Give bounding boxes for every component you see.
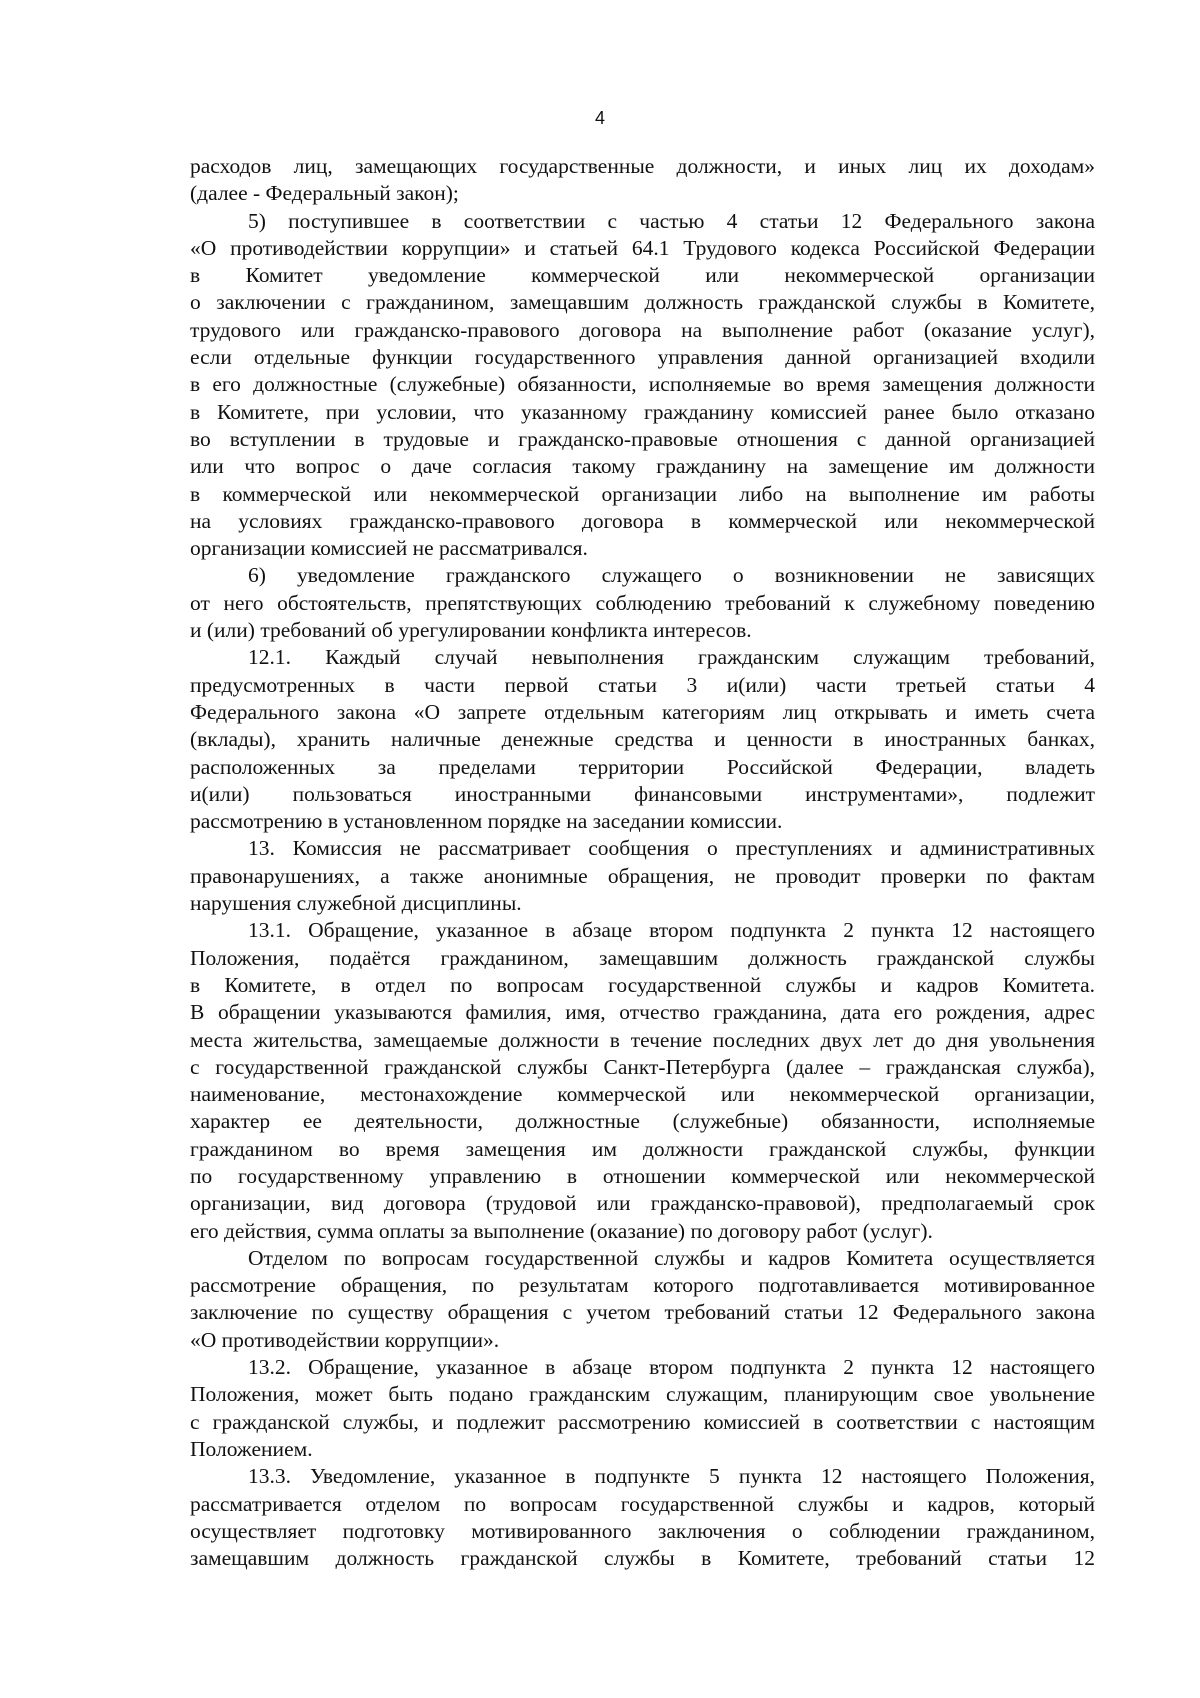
text-line: трудового или гражданско-правового договора на выполнение работ (оказание услуг), <box>190 317 1095 342</box>
text-line: (вклады), хранить наличные денежные средства и ценности в иностранных банках, <box>190 727 1095 752</box>
text-line: в Комитете, в отдел по вопросам государственной службы и кадров Комитета. <box>190 972 1095 997</box>
text-line: в Комитете, при условии, что указанному гражданину комиссией ранее было отказано <box>190 399 1095 424</box>
text-line: осуществляет подготовку мотивированного заключения о соблюдении гражданином, <box>190 1518 1095 1543</box>
text-line: 13.2. Обращение, указанное в абзаце втором подпункта 2 пункта 12 настоящего <box>248 1355 1095 1380</box>
text-line: места жительства, замещаемые должности в течение последних двух лет до дня увольнения <box>190 1027 1095 1052</box>
text-line: Отделом по вопросам государственной службы и кадров Комитета осуществляется <box>248 1245 1095 1270</box>
text-line: 5) поступившее в соответствии с частью 4 статьи 12 Федерального закона <box>248 208 1095 233</box>
text-line: Положения, подаётся гражданином, замещавшим должность гражданской службы <box>190 945 1095 970</box>
text-line: 12.1. Каждый случай невыполнения гражданским служащим требований, <box>248 645 1095 670</box>
text-line: 13.1. Обращение, указанное в абзаце втором подпункта 2 пункта 12 настоящего <box>248 918 1095 943</box>
text-line: заключение по существу обращения с учетом требований статьи 12 Федерального закона <box>190 1300 1095 1325</box>
text-line: (далее - Федеральный закон); <box>190 181 459 206</box>
text-line: предусмотренных в части первой статьи 3 и(или) части третьей статьи 4 <box>190 672 1095 697</box>
text-line: В обращении указываются фамилия, имя, отчество гражданина, дата его рождения, адрес <box>190 1000 1095 1025</box>
text-line: в его должностные (служебные) обязанности, исполняемые во время замещения должности <box>190 372 1095 397</box>
text-line: Федерального закона «О запрете отдельным категориям лиц открывать и иметь счета <box>190 699 1095 724</box>
text-line: в Комитет уведомление коммерческой или некоммерческой организации <box>190 263 1095 288</box>
text-line: в коммерческой или некоммерческой организации либо на выполнение им работы <box>190 481 1095 506</box>
text-line: Положением. <box>190 1436 313 1461</box>
text-line: организации комиссией не рассматривался. <box>190 536 588 561</box>
text-line: гражданином во время замещения им должности гражданской службы, функции <box>190 1136 1095 1161</box>
text-line: нарушения служебной дисциплины. <box>190 891 522 916</box>
page-number: 4 <box>594 108 605 128</box>
text-line: «О противодействии коррупции». <box>190 1327 500 1352</box>
text-line: расходов лиц, замещающих государственные должности, и иных лиц их доходам» <box>190 154 1095 178</box>
text-line: рассматривается отделом по вопросам государственной службы и кадров, который <box>190 1491 1095 1516</box>
text-line: организации, вид договора (трудовой или гражданско-правовой), предполагаемый срок <box>190 1191 1095 1216</box>
text-line: Положения, может быть подано гражданским служащим, планирующим свое увольнение <box>190 1382 1095 1407</box>
text-line: с гражданской службы, и подлежит рассмотрению комиссией в соответствии с настоящим <box>190 1409 1095 1434</box>
text-line: и (или) требований об урегулировании конфликта интересов. <box>190 618 752 643</box>
text-line: «О противодействии коррупции» и статьей 64.1 Трудового кодекса Российской Федерации <box>190 235 1095 260</box>
text-line: 6) уведомление гражданского служащего о возникновении не зависящих <box>248 563 1095 588</box>
text-line: расположенных за пределами территории Российской Федерации, владеть <box>190 754 1095 779</box>
text-line: во вступлении в трудовые и гражданско-правовые отношения с данной организацией <box>190 426 1095 451</box>
text-line: 13.3. Уведомление, указанное в подпункте 5 пункта 12 настоящего Положения, <box>248 1464 1095 1489</box>
text-line: и(или) пользоваться иностранными финансовыми инструментами», подлежит <box>190 781 1095 806</box>
text-line: по государственному управлению в отношении коммерческой или некоммерческой <box>190 1163 1095 1188</box>
text-line: или что вопрос о даче согласия такому гражданину на замещение им должности <box>190 454 1095 479</box>
text-line: характер ее деятельности, должностные (служебные) обязанности, исполняемые <box>190 1109 1095 1134</box>
text-line: с государственной гражданской службы Санкт-Петербурга (далее – гражданская служба), <box>190 1054 1095 1079</box>
text-line: о заключении с гражданином, замещавшим должность гражданской службы в Комитете, <box>190 290 1095 315</box>
text-line: его действия, сумма оплаты за выполнение (оказание) по договору работ (услуг). <box>190 1218 933 1243</box>
document-body <box>190 153 1095 1572</box>
text-line: рассмотрению в установленном порядке на заседании комиссии. <box>190 809 783 834</box>
text-line: от него обстоятельств, препятствующих соблюдению требований к служебному поведению <box>190 590 1095 615</box>
text-line: на условиях гражданско-правового договора в коммерческой или некоммерческой <box>190 508 1095 533</box>
text-line: 13. Комиссия не рассматривает сообщения о преступлениях и административных <box>248 836 1095 861</box>
text-line: рассмотрение обращения, по результатам которого подготавливается мотивированное <box>190 1273 1095 1298</box>
text-line: замещавшим должность гражданской службы в Комитете, требований статьи 12 <box>190 1546 1095 1571</box>
text-line: наименование, местонахождение коммерческой или некоммерческой организации, <box>190 1082 1095 1107</box>
text-line: правонарушениях, а также анонимные обращения, не проводит проверки по фактам <box>190 863 1095 888</box>
text-line: если отдельные функции государственного управления данной организацией входили <box>190 345 1095 370</box>
